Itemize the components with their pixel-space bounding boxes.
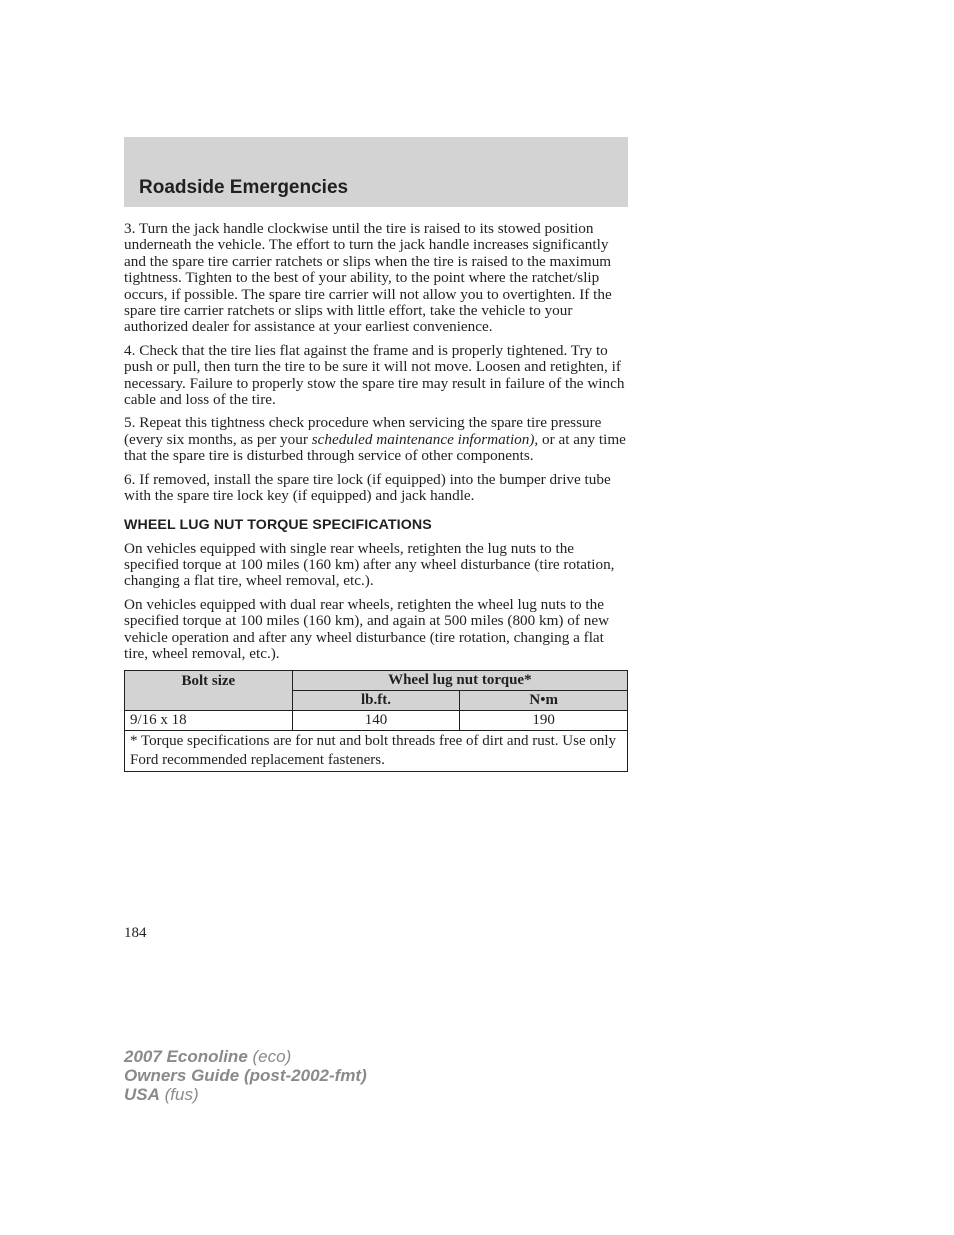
document-footer (124, 1047, 367, 1104)
footer-region-code: (fus) (159, 1085, 199, 1104)
table-footnote: * Torque specifications are for nut and bolt threads free of dirt and rust. Use only Ford recommended replacement fasteners. (125, 731, 628, 772)
step-5 (124, 415, 628, 464)
step-5-text-end: or at any time that the spare tire is disturbed through service of other components. (124, 430, 626, 465)
table-header-row (125, 671, 628, 691)
nm-header: N•m (460, 691, 628, 711)
footer-line-2 (124, 1066, 367, 1085)
bolt-size-cell: 9/16 x 18 (125, 711, 293, 731)
page-content (124, 221, 628, 772)
page-number: 184 (124, 925, 147, 941)
lbft-header: lb.ft. (292, 691, 460, 711)
step-5-text: 5. Repeat this tightness check procedure when servicing the spare tire pressure (every six months, as per your (124, 414, 602, 448)
torque-header: Wheel lug nut torque* (292, 671, 627, 691)
step-4: 4. Check that the tire lies flat against the frame and is properly tightened. Try to push or pull, then turn the tire to be sure it will not move. Loosen and retighten, if necessary. Failure to properly stow the spare tire may result in failure of the winch cable and loss of the tire. (124, 341, 625, 409)
section-title: Roadside Emergencies (139, 177, 349, 198)
section-header (124, 137, 628, 207)
footer-model: 2007 Econoline (124, 1047, 248, 1066)
maintenance-reference: scheduled maintenance information), (311, 430, 539, 448)
footer-region: USA (124, 1085, 160, 1104)
torque-table (124, 670, 628, 772)
table-row (125, 711, 628, 731)
single-wheel-paragraph: On vehicles equipped with single rear wheels, retighten the lug nuts to the specified torque at 100 miles (160 km) after any wheel disturbance (tire rotation, changing a flat tire, wheel removal, etc.). (124, 539, 615, 590)
footer-line-1 (124, 1047, 367, 1066)
footer-model-code: (eco) (247, 1047, 292, 1066)
table-note-row (125, 731, 628, 772)
footer-line-3 (124, 1085, 367, 1104)
step-6: 6. If removed, install the spare tire lock (if equipped) into the bumper drive tube with the spare tire lock key (if equipped) and jack handle. (124, 470, 611, 505)
bolt-size-header: Bolt size (125, 671, 293, 711)
dual-wheel-paragraph: On vehicles equipped with dual rear wheels, retighten the wheel lug nuts to the specified torque at 100 miles (160 km), and again at 500 miles (800 km) of new vehicle operation and after any wheel disturbance (tire rotation, changing a flat tire, wheel removal, etc.). (124, 595, 610, 662)
torque-heading: WHEEL LUG NUT TORQUE SPECIFICATIONS (124, 516, 432, 533)
step-3: 3. Turn the jack handle clockwise until the tire is raised to its stowed position underneath the vehicle. The effort to turn the jack handle increases significantly and the spare tire carrier ratchets or slips when the tire is raised to the maximum tightness. Tighten to the best of your ability, to the point where the ratchet/slip occurs, if possible. The spare tire carrier will not allow you to overtighten. If the spare tire carrier ratchets or slips with little effort, take the vehicle to your authorized dealer for assistance at your earliest convenience. (124, 220, 612, 336)
lbft-cell: 140 (292, 711, 460, 731)
nm-cell: 190 (460, 711, 628, 731)
footer-guide: Owners Guide (post-2002-fmt) (124, 1066, 367, 1085)
